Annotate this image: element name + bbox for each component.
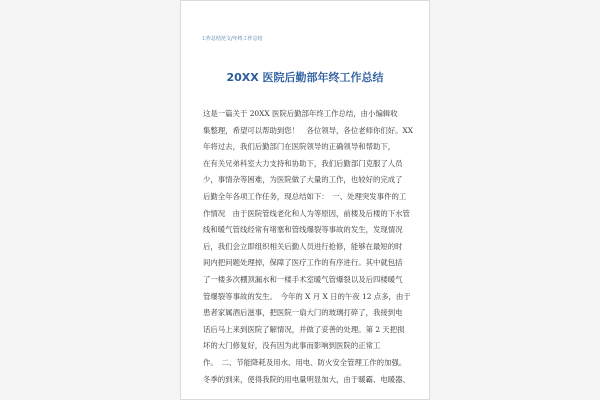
body-line: 坏的大门修复好，没有因为此事而影响到医院的正常工 xyxy=(203,341,381,351)
body-line: 后勤全年各项工作任务，现总结如下： 一、处理突发事件的工 xyxy=(203,191,407,201)
breadcrumb[interactable]: 工作总结范文/年终工作总结 xyxy=(201,36,263,42)
body-line: 作。 二、节能降耗及用水、用电、防火安全管理工作的加强。 xyxy=(203,357,407,367)
page-title: 20XX 医院后勤部年终工作总结 xyxy=(226,71,384,84)
document-body xyxy=(203,106,427,388)
body-line: 间内把问题处理掉，保障了医疗工作的有序进行。其中就包括 xyxy=(203,258,403,268)
body-line: 话后马上来到医院了解情况，并做了妥善的处理。第 2 天把损 xyxy=(203,324,405,334)
body-line: 这是一篇关于 20XX 医院后勤部年终工作总结，由小编辑收 xyxy=(203,109,398,118)
body-line: 集整理，希望可以帮助到您！ 各位领导，各位老师你们好。XX xyxy=(203,125,414,135)
body-line: 线和暖气管线经常有堵塞和管线爆裂等事故的发生，发现情况 xyxy=(203,225,403,235)
body-line: 后，我们会立即组织相关后勤人员进行抢修，能够在最短的时 xyxy=(203,241,403,251)
body-line: 冬季的到来，使得我院的用电量明显加大，由于暖霸、电暖器、 xyxy=(203,374,410,384)
body-line: 患者家属酒后滋事，把医院一扇大门的玻璃打碎了，我接到电 xyxy=(203,308,403,318)
body-line: 管爆裂等事故的发生。 今年的 X 月 X 日的午夜 12 点多，由于 xyxy=(203,291,411,301)
document-page xyxy=(180,0,430,400)
body-line: 作情况 由于医院管线老化和人为等原因，前楼及后楼的下水管 xyxy=(203,208,410,218)
body-line: 了一楼多次棚顶漏水和一楼手术室暖气管爆裂以及后四楼暖气 xyxy=(203,274,403,284)
body-line: 年将过去，我们后勤部门在医院领导的正确领导和帮助下， xyxy=(203,142,396,152)
body-line: 少，事情杂等困难，为医院做了大量的工作，也较好的完成了 xyxy=(203,175,403,185)
body-line: 在有关兄弟科室大力支持和协助下，我们后勤部门克服了人员 xyxy=(203,158,403,168)
